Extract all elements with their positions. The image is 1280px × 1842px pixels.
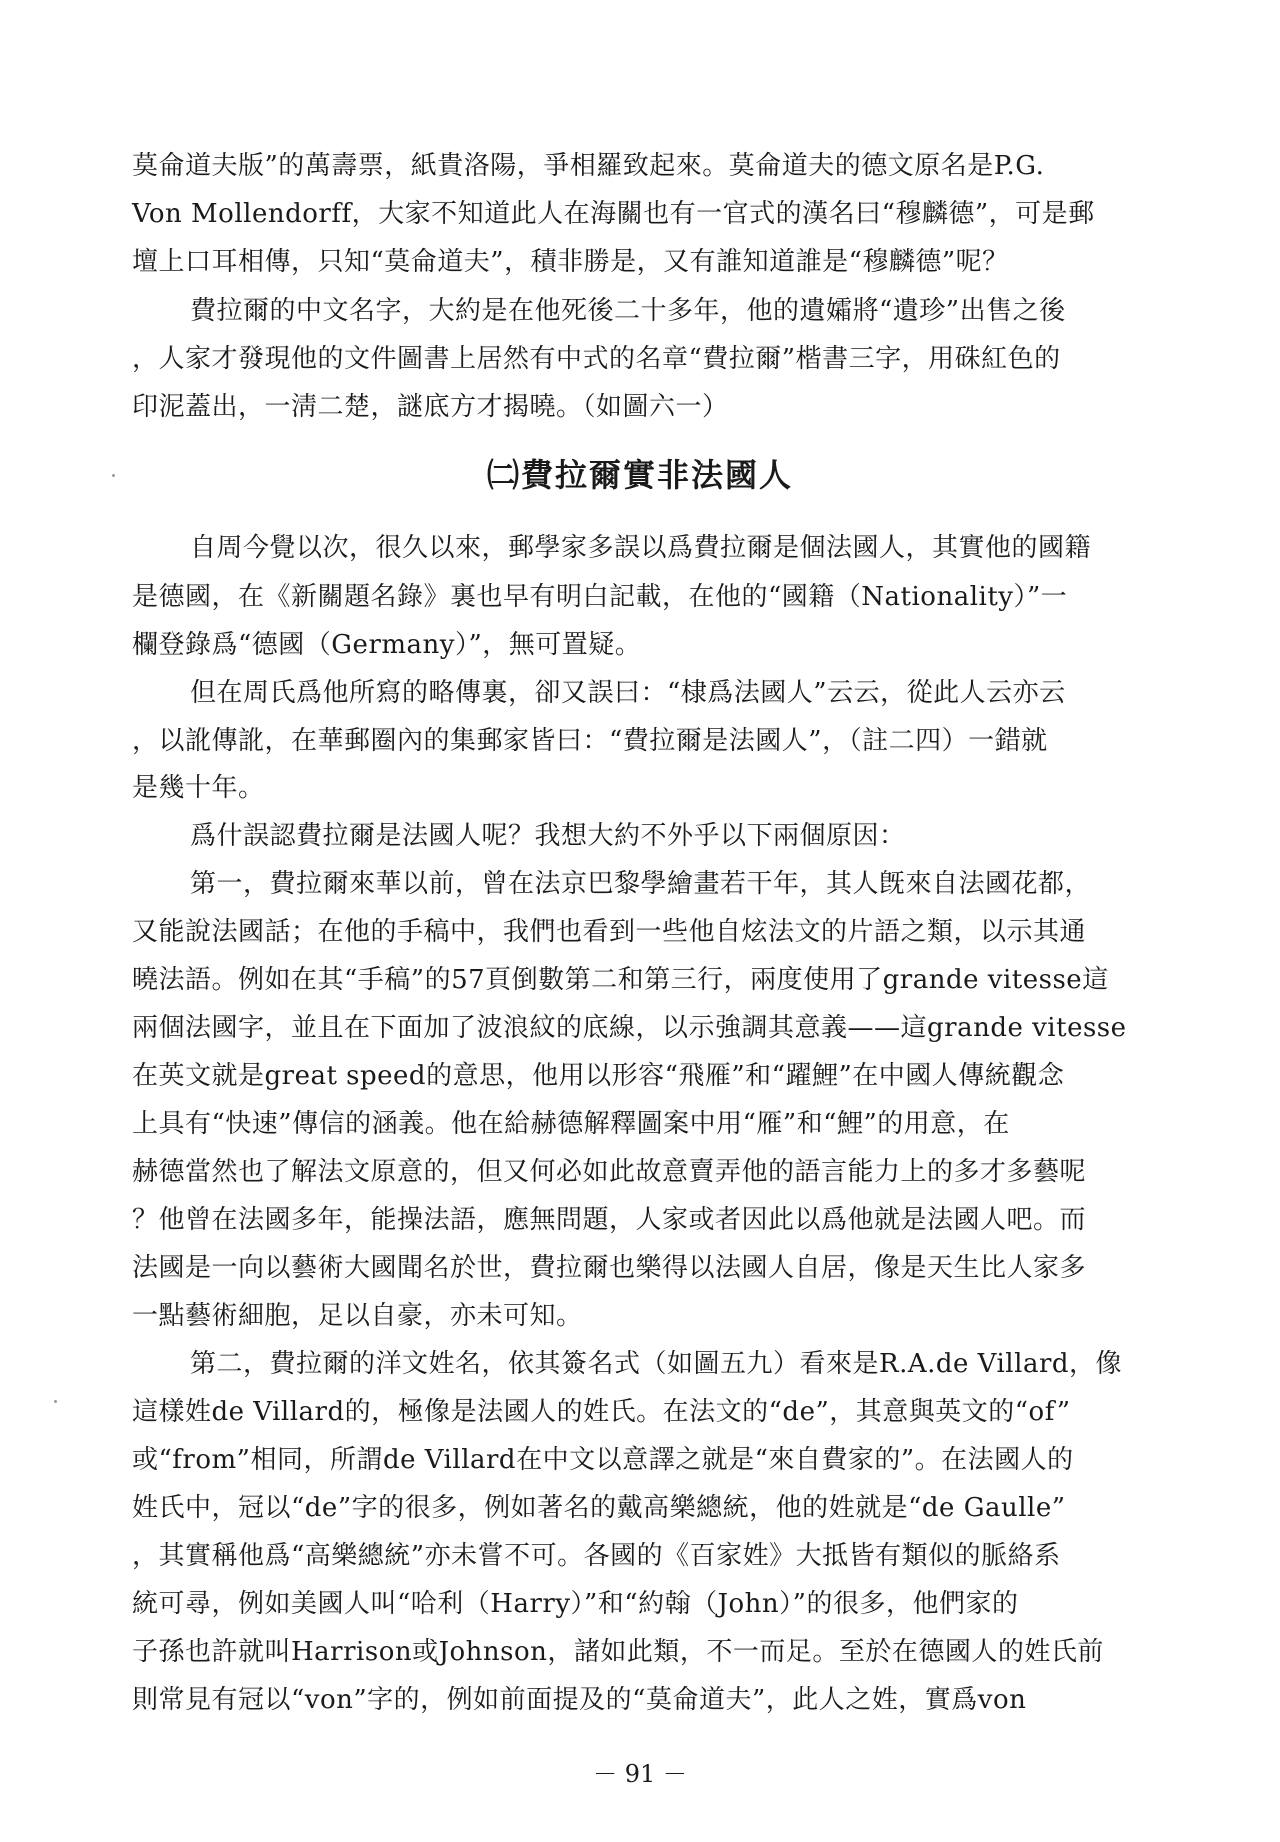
text-line: ，其實稱他爲“高樂總統”亦未嘗不可。各國的《百家姓》大抵皆有類似的脈絡系 — [132, 1541, 1061, 1571]
paragraph-first-line: 自周今覺以次，很久以來，郵學家多誤以爲費拉爾是個法國人，其實他的國籍 — [190, 533, 1092, 563]
text-line: 又能說法國話；在他的手稿中，我們也看到一些他自炫法文的片語之類，以示其通 — [132, 917, 1087, 947]
text-line: 則常見有冠以“von”字的，例如前面提及的“莫侖道夫”，此人之姓，實爲von — [132, 1685, 1027, 1715]
text-line: 赫德當然也了解法文原意的，但又何必如此故意賣弄他的語言能力上的多才多藝呢 — [132, 1157, 1087, 1187]
text-line: 印泥蓋出，一淸二楚，謎底方才揭曉。（如圖六一） — [132, 392, 729, 422]
text-line: 曉法語。例如在其“手稿”的57頁倒數第二和第三行，兩度使用了grande vitesse這 — [132, 965, 1109, 995]
text-line: 或“from”相同，所謂de Villard在中文以意譯之就是“來自費家的”。在法國人的 — [132, 1445, 1074, 1475]
paragraph-first-line: 但在周氏爲他所寫的略傳裏，卻又誤曰：“棣爲法國人”云云，從此人云亦云 — [190, 678, 1066, 708]
text-line: 是幾十年。 — [132, 773, 265, 803]
text-line: 這樣姓de Villard的，極像是法國人的姓氏。在法文的“de”，其意與英文的“of” — [132, 1397, 1071, 1427]
text-line: Von Mollendorff，大家不知道此人在海關也有一官式的漢名曰“穆麟德”，可是郵 — [132, 199, 1095, 229]
text-line: 上具有“快速”傳信的涵義。他在給赫德解釋圖案中用“雁”和“鯉”的用意，在 — [132, 1109, 1010, 1139]
paragraph-first-line: 爲什誤認費拉爾是法國人呢？我想大約不外乎以下兩個原因： — [190, 821, 906, 851]
text-line: 法國是一向以藝術大國聞名於世，費拉爾也樂得以法國人自居，像是天生比人家多 — [132, 1253, 1087, 1283]
text-line: 統可尋，例如美國人叫“哈利（Harry）”和“約翰（John）”的很多，他們家的 — [132, 1589, 1019, 1619]
text-line: 一點藝術細胞，足以自豪，亦未可知。 — [132, 1301, 583, 1331]
text-line: 子孫也許就叫Harrison或Johnson，諸如此類，不一而足。至於在德國人的姓氏前 — [132, 1637, 1104, 1667]
text-line: 欄登錄爲“德國（Germany）”，無可置疑。 — [132, 630, 642, 660]
paragraph-first-line: 第二，費拉爾的洋文姓名，依其簽名式（如圖五九）看來是R.A.de Villard，像 — [190, 1349, 1123, 1379]
text-line: ，人家才發現他的文件圖書上居然有中式的名章“費拉爾”楷書三字，用硃紅色的 — [132, 344, 1061, 374]
paragraph-first-line: 費拉爾的中文名字，大約是在他死後二十多年，他的遺孀將“遺珍”出售之後 — [190, 296, 1066, 326]
scan-speck — [112, 474, 115, 477]
paragraph-first-line: 第一，費拉爾來華以前，曾在法京巴黎學繪畫若干年，其人旣來自法國花都， — [190, 869, 1092, 899]
text-line: ，以訛傳訛，在華郵圈內的集郵家皆曰：“費拉爾是法國人”，（註二四）一錯就 — [132, 726, 1048, 756]
text-line: 兩個法國字，並且在下面加了波浪紋的底線，以示強調其意義——這grande vitesse — [132, 1013, 1127, 1043]
section-heading: ㈡費拉爾實非法國人 — [486, 456, 793, 494]
scan-speck — [54, 1400, 57, 1403]
page-number: － 91 － — [593, 1760, 687, 1788]
text-line: 是德國，在《新關題名錄》裏也早有明白記載，在他的“國籍（Nationality）”一 — [132, 582, 1068, 612]
text-line: 莫侖道夫版”的萬壽票，紙貴洛陽，爭相羅致起來。莫侖道夫的德文原名是P.G. — [132, 151, 1045, 181]
text-line: 姓氏中，冠以“de”字的很多，例如著名的戴高樂總統，他的姓就是“de Gaulle” — [132, 1493, 1066, 1523]
text-line: 壇上口耳相傳，只知“莫侖道夫”，積非勝是，又有誰知道誰是“穆麟德”呢？ — [132, 247, 1009, 277]
text-line: ？他曾在法國多年，能操法語，應無問題，人家或者因此以爲他就是法國人吧。而 — [132, 1205, 1087, 1235]
text-line: 在英文就是great speed的意思，他用以形容“飛雁”和“躍鯉”在中國人傳統觀念 — [132, 1061, 1065, 1091]
